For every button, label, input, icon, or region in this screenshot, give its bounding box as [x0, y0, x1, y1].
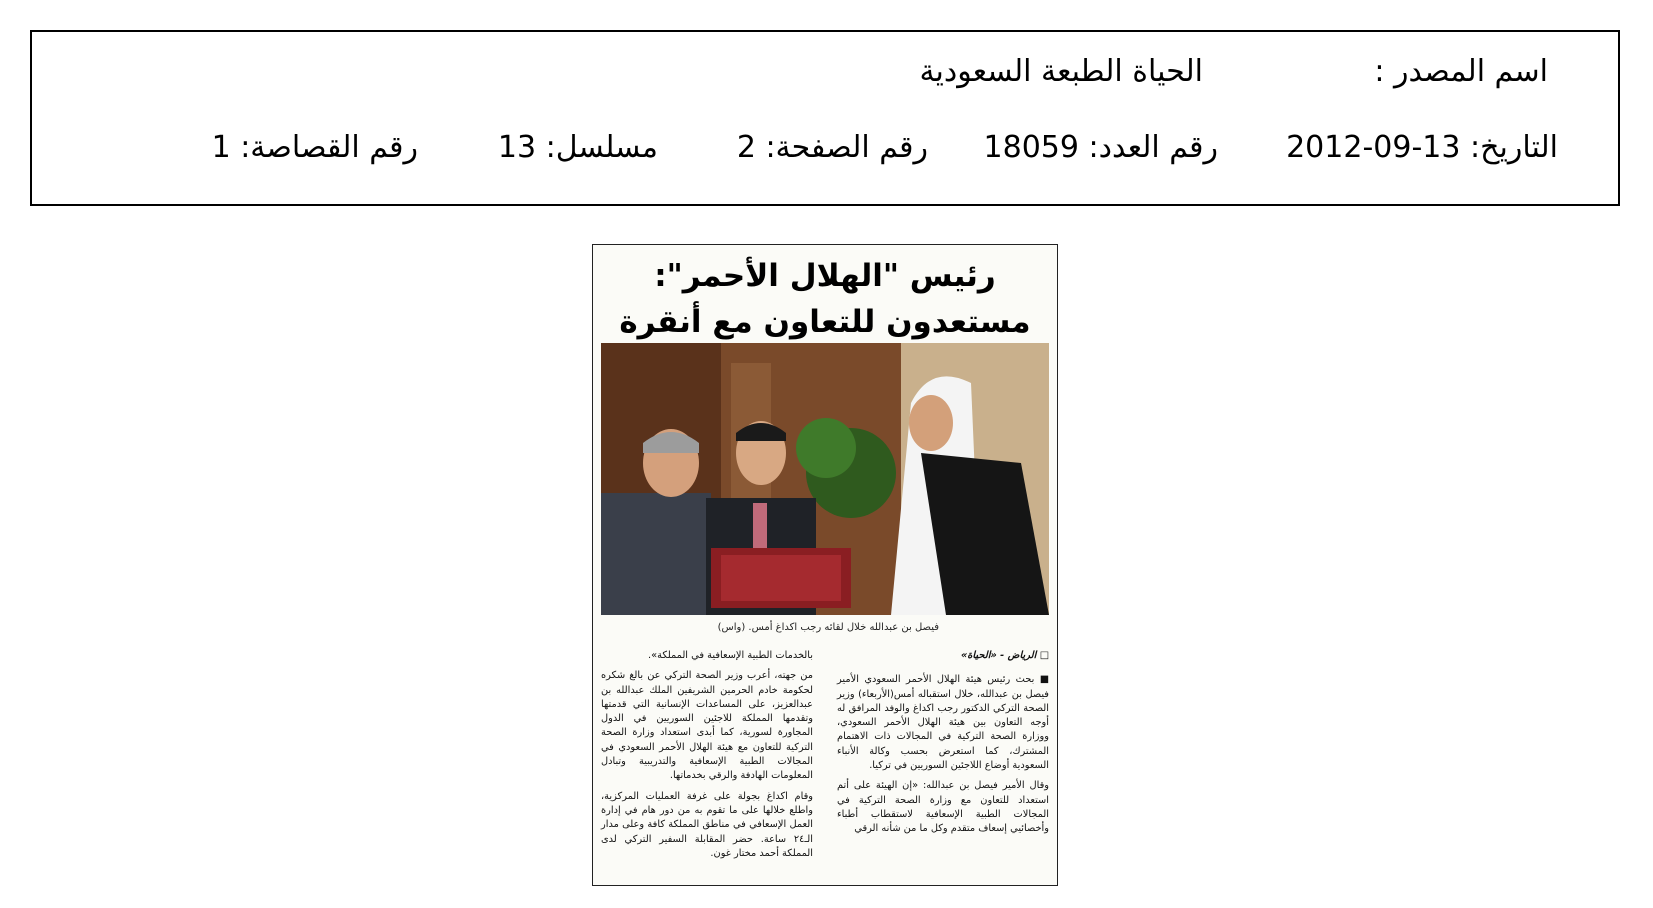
- date-label: التاريخ: 13-09-2012: [1286, 130, 1558, 165]
- source-label: اسم المصدر :: [1374, 54, 1548, 89]
- serial-label: مسلسل: 13: [497, 130, 658, 165]
- article-paragraph: من جهته، أعرب وزير الصحة التركي عن بالغ شكره لحكومة خادم الحرمين الشريفين الملك عبدالله بن عبدالعزيز، على المساعدات الإنسانية التي قدمتها وتقدمها المملكة للاجئين السوريين في الدول المجاورة لسورية، كما أبدى استعداد وزارة الصحة التركية للتعاون مع هيئة الهلال الأحمر السعودي في المجالات الطبية الإسعافية والتدريبية وتبادل المعلومات الهادفة والرقي بخدماتها.: [601, 670, 813, 782]
- photo-illustration: [601, 343, 1049, 615]
- article-headline: رئيس "الهلال الأحمر": مستعدون للتعاون مع أنقرة: [619, 258, 1031, 340]
- clip-number-label: رقم القصاصة: 1: [211, 130, 418, 165]
- issue-number-label: رقم العدد: 18059: [983, 130, 1218, 165]
- article-paragraph: بالخدمات الطبية الإسعافية في المملكة».: [647, 650, 813, 661]
- article-paragraph: وقام اكداغ بجولة على غرفة العمليات المركزية، واطلع خلالها على ما تقوم به من دور هام في إدارة العمل الإسعافي في مناطق المملكة كافة وعلى مدار الـ٢٤ ساعة. حضر المقابلة السفير التركي لدى المملكة أحمد مختار غون.: [601, 790, 813, 859]
- metadata-box: [30, 30, 1620, 206]
- article-column-right: [837, 649, 1049, 843]
- article-paragraph: وقال الأمير فيصل بن عبدالله: «إن الهيئة على أتم استعداد للتعاون مع وزارة الصحة التركية في المجالات الطبية الإسعافية لاستقطاب أطباء وأخصائيي إسعاف متقدم وكل ما من شأنه الرقي: [837, 780, 1049, 835]
- page-number-label: رقم الصفحة: 2: [736, 130, 928, 165]
- article-column-left: [601, 649, 813, 867]
- article-photo: [601, 343, 1049, 615]
- article-dateline: □ الرياض - «الحياة»: [960, 650, 1049, 661]
- source-value: الحياة الطبعة السعودية: [919, 54, 1203, 89]
- article-paragraph: ■ بحث رئيس هيئة الهلال الأحمر السعودي الأمير فيصل بن عبدالله، خلال استقباله أمس(الأربعاء) وزير الصحة التركي الدكتور رجب اكداغ والوفد المرافق له أوجه التعاون بين هيئة الهلال الأحمر السعودي، ووزارة الصحة التركية في المجالات ذات الاهتمام المشترك، كما استعرض بحسب وكالة الأنباء السعودية أوضاع اللاجئين السوريين في تركيا.: [837, 674, 1049, 772]
- photo-caption: فيصل بن عبدالله خلال لقائه رجب اكداغ أمس. (واس): [717, 622, 939, 633]
- newspaper-clipping: [592, 244, 1058, 886]
